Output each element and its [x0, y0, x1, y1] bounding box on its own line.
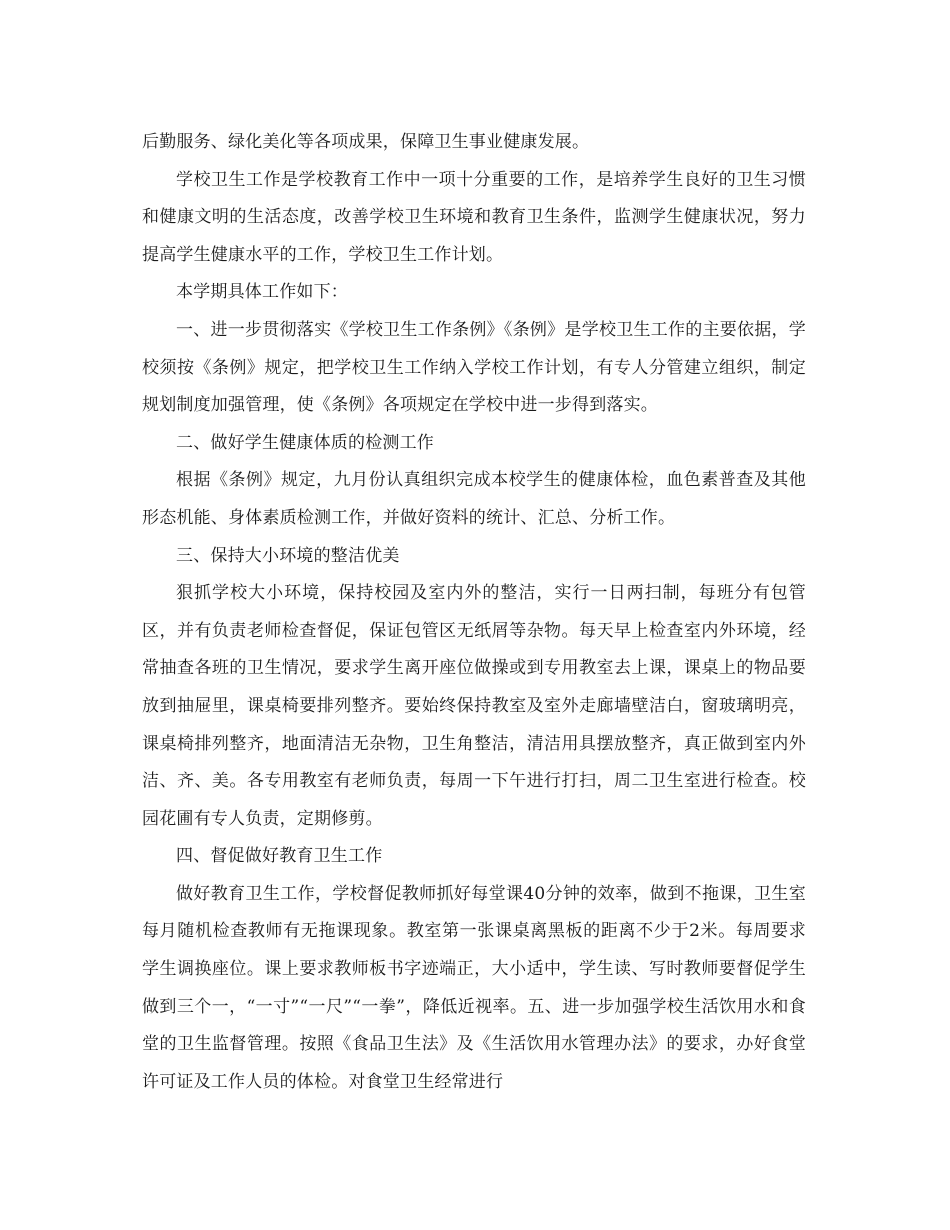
- paragraph-section-4: 做好教育卫生工作，学校督促教师抓好每堂课40分钟的效率，做到不拖课，卫生室每月随机检查教师有无拖课现象。教室第一张课桌离黑板的距离不少于2米。每周要求学生调换座位。课上要求教师板书字迹端正，大小适中，学生读、写时教师要督促学生做到三个一，“一寸”“一尺”“一拳”，降低近视率。五、进一步加强学校生活饮用水和食堂的卫生监督管理。按照《食品卫生法》及《生活饮用水管理办法》的要求，办好食堂许可证及工作人员的体检。对食堂卫生经常进行: [142, 883, 806, 1092]
- paragraph-section-1: 一、进一步贯彻落实《学校卫生工作条例》《条例》是学校卫生工作的主要依据，学校须按《条例》规定，把学校卫生工作纳入学校工作计划，有专人分管建立组织，制定规划制度加强管理，使《条例》各项规定在学校中进一步得到落实。: [142, 319, 806, 416]
- document-body: [142, 124, 806, 1101]
- heading-section-2: 二、做好学生健康体质的检测工作: [176, 432, 434, 453]
- paragraph-section-3: 狠抓学校大小环境，保持校园及室内外的整洁，实行一日两扫制，每班分有包管区，并有负责老师检查督促，保证包管区无纸屑等杂物。每天早上检查室内外环境，经常抽查各班的卫生情况，要求学生离开座位做操或到专用教室去上课，课桌上的物品要放到抽屉里，课桌椅要排列整齐。要始终保持教室及室外走廊墙壁洁白，窗玻璃明亮，课桌椅排列整齐，地面清洁无杂物，卫生角整洁，清洁用具摆放整齐，真正做到室内外洁、齐、美。各专用教室有老师负责，每周一下午进行打扫，周二卫生室进行检查。校园花圃有专人负责，定期修剪。: [142, 583, 806, 829]
- heading-section-3: 三、保持大小环境的整洁优美: [176, 545, 400, 566]
- paragraph-work-list-heading: 本学期具体工作如下：: [176, 282, 348, 303]
- heading-section-4: 四、督促做好教育卫生工作: [176, 846, 383, 867]
- paragraph-intro: 学校卫生工作是学校教育工作中一项十分重要的工作，是培养学生良好的卫生习惯和健康文明的生活态度，改善学校卫生环境和教育卫生条件，监测学生健康状况，努力提高学生健康水平的工作，学校卫生工作计划。: [142, 169, 806, 265]
- paragraph-continuation: 后勤服务、绿化美化等各项成果，保障卫生事业健康发展。: [142, 132, 590, 152]
- paragraph-section-2: 根据《条例》规定，九月份认真组织完成本校学生的健康体检，血色素普查及其他形态机能、身体素质检测工作，并做好资料的统计、汇总、分析工作。: [142, 470, 806, 528]
